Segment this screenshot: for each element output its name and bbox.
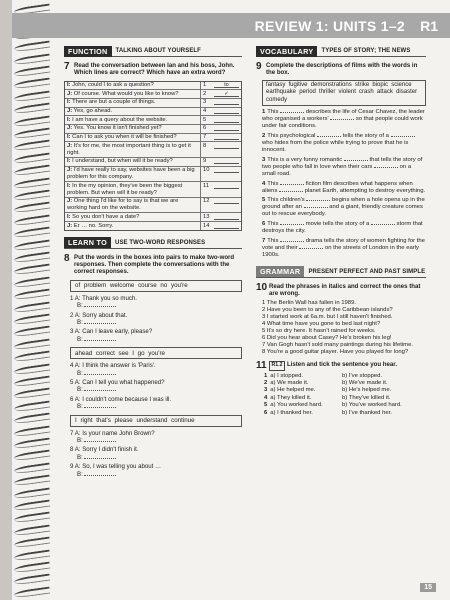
conversation-line bbox=[65, 99, 201, 107]
line-number: 1 bbox=[203, 81, 207, 88]
dialogue-b[interactable]: B: bbox=[77, 454, 242, 461]
spiral-coil bbox=[14, 177, 51, 189]
function-title: TALKING ABOUT YOURSELF bbox=[115, 48, 201, 54]
speaker: J: bbox=[67, 167, 73, 174]
answer-field[interactable] bbox=[214, 158, 239, 164]
dialogue-2 bbox=[70, 312, 242, 327]
answer-cell bbox=[201, 213, 241, 221]
option-b[interactable]: b) You've worked hard. bbox=[342, 402, 402, 409]
spiral-coil bbox=[14, 314, 51, 326]
vocabulary-word-box: fantasy fugitive demonstrations strike biopic science earthquake period thriller violent crash attack disaster comedy bbox=[262, 80, 426, 107]
grammar-title: PRESENT PERFECT AND PAST SIMPLE bbox=[308, 268, 426, 275]
option-a[interactable]: a) They killed it. bbox=[270, 394, 312, 401]
speaker: J: bbox=[67, 125, 73, 132]
conversation-row bbox=[65, 108, 241, 117]
grammar-item[interactable]: 3 I started work at 6a.m. but I still haven't finished. bbox=[262, 313, 393, 320]
exercise-instruction: Put the words in the boxes into pairs to make two-word responses. Then complete the conversations with the correct responses. bbox=[74, 253, 235, 276]
conversation-line bbox=[65, 125, 201, 133]
option-a[interactable]: a) I stopped. bbox=[270, 372, 304, 379]
left-column bbox=[64, 46, 242, 478]
conversation-line bbox=[65, 182, 201, 197]
line-number: 3 bbox=[203, 99, 207, 106]
dialogue-4 bbox=[70, 362, 242, 377]
conversation-table bbox=[64, 81, 242, 231]
spiral-coil bbox=[14, 140, 51, 152]
line-text: John, could I to ask a question? bbox=[72, 81, 154, 88]
answer-field[interactable] bbox=[214, 117, 239, 123]
speaker: J: bbox=[67, 142, 73, 149]
conversation-row bbox=[65, 222, 241, 230]
spiral-coil bbox=[14, 115, 51, 127]
vocabulary-tag: VOCABULARY bbox=[256, 46, 317, 57]
dialogue-a: 7 A: Is your name John Brown? bbox=[70, 429, 155, 437]
dialogue-a: 2 A: Sorry about that. bbox=[70, 311, 128, 319]
conversation-row bbox=[65, 134, 241, 143]
answer-field[interactable] bbox=[214, 198, 239, 204]
grammar-item[interactable]: 2 Have you been to any of the Caribbean islands? bbox=[262, 306, 393, 313]
spiral-coil bbox=[14, 202, 51, 214]
conversation-line bbox=[65, 158, 201, 166]
grammar-item[interactable]: 8 You're a good guitar player. Have you played for long? bbox=[262, 349, 409, 356]
dialogue-b[interactable]: B: bbox=[77, 302, 242, 309]
answer-field[interactable] bbox=[214, 214, 239, 220]
line-number: 14 bbox=[203, 222, 210, 229]
spiral-coil bbox=[14, 190, 51, 202]
exercise-number: 9 bbox=[256, 61, 262, 72]
dialogue-9 bbox=[70, 463, 242, 478]
line-number: 4 bbox=[203, 108, 207, 115]
conversation-line bbox=[65, 198, 201, 213]
line-number: 5 bbox=[203, 116, 207, 123]
option-a[interactable]: a) I thanked her. bbox=[270, 409, 313, 416]
spiral-coil bbox=[14, 425, 51, 437]
spiral-coil bbox=[14, 53, 51, 65]
spiral-coil bbox=[14, 574, 51, 586]
right-column bbox=[256, 46, 426, 417]
conversation-row bbox=[65, 116, 241, 125]
conversation-line bbox=[65, 213, 201, 221]
line-number: 6 bbox=[203, 125, 207, 132]
unit-code: R1 bbox=[420, 18, 438, 34]
answer-field[interactable]: to bbox=[214, 82, 239, 88]
answer-cell bbox=[201, 82, 241, 90]
spiral-coil bbox=[14, 264, 51, 276]
spiral-coil bbox=[14, 586, 51, 598]
spiral-coil bbox=[14, 388, 51, 400]
line-text: I'd have really to say, websites have been a big problem for this company. bbox=[67, 167, 195, 180]
answer-cell bbox=[201, 222, 241, 230]
learn-section-header bbox=[64, 238, 242, 249]
speaker: I: bbox=[67, 134, 71, 141]
answer-cell bbox=[201, 90, 241, 98]
listening-pair: 4 a) They killed it. b) They've killed it. bbox=[264, 394, 391, 401]
line-text: In the my opinion, they've been the biggest problem. But when will it be ready? bbox=[67, 182, 183, 196]
dialogue-7 bbox=[70, 430, 242, 445]
spiral-coil bbox=[14, 500, 51, 512]
vocabulary-section-header bbox=[256, 46, 426, 57]
spiral-coil bbox=[14, 90, 51, 102]
learn-title: USE TWO-WORD RESPONSES bbox=[115, 239, 206, 246]
dialogue-b[interactable]: B: bbox=[77, 336, 242, 343]
speaker: J: bbox=[67, 198, 73, 205]
exercise-10 bbox=[256, 283, 426, 298]
spiral-coil bbox=[14, 376, 51, 388]
spiral-coil bbox=[14, 537, 51, 549]
answer-field[interactable] bbox=[214, 167, 239, 173]
spiral-coil bbox=[14, 276, 51, 288]
dialogue-a: 1 A: Thank you so much. bbox=[70, 294, 137, 302]
answer-field[interactable] bbox=[214, 125, 239, 131]
line-number: 8 bbox=[203, 142, 207, 149]
word-box-2: ahead correct see I go you're bbox=[70, 347, 242, 359]
function-section-header bbox=[64, 46, 242, 57]
line-text: I am have a query about the website. bbox=[72, 116, 168, 123]
listening-pair: 3 a) He helped me. b) He's helped me. bbox=[264, 387, 392, 394]
exercise-7 bbox=[64, 62, 242, 77]
conversation-row bbox=[65, 182, 241, 198]
dialogue-8 bbox=[70, 446, 242, 461]
grammar-item[interactable]: 7 Van Gogh hasn't sold many paintings during his lifetime. bbox=[262, 342, 413, 349]
dialogue-b[interactable]: B: bbox=[77, 471, 242, 478]
conversation-line bbox=[65, 82, 201, 90]
option-b[interactable]: b) We've made it. bbox=[342, 380, 388, 387]
review-title: REVIEW 1: UNITS 1–2 bbox=[254, 18, 405, 34]
grammar-tag: GRAMMAR bbox=[256, 266, 304, 277]
conversation-row bbox=[65, 198, 241, 214]
answer-cell bbox=[201, 99, 241, 107]
word-box-3: I right that's please understand continue bbox=[70, 415, 242, 427]
line-number: 12 bbox=[203, 198, 210, 205]
review-header bbox=[12, 13, 450, 38]
answer-cell bbox=[201, 116, 241, 124]
speaker: I: bbox=[67, 213, 71, 220]
dialogue-6 bbox=[70, 396, 242, 411]
exercise-instruction: Listen and tick the sentence you hear. bbox=[286, 361, 398, 369]
line-text: Of course. What would you like to know? bbox=[73, 90, 179, 97]
dialogue-a: 5 A: Can I tell you what happened? bbox=[70, 378, 165, 386]
dialogue-b[interactable]: B: bbox=[77, 319, 242, 326]
spiral-coil bbox=[14, 462, 51, 474]
line-text: There are but a couple of things. bbox=[72, 99, 156, 106]
exercise-number: 8 bbox=[64, 252, 70, 264]
line-text: So you don't have a date? bbox=[72, 213, 140, 220]
spiral-coil bbox=[14, 438, 51, 450]
option-b[interactable]: b) They've killed it. bbox=[342, 394, 391, 401]
dialogue-a: 3 A: Can I leave early, please? bbox=[70, 328, 153, 336]
learn-tag: LEARN TO bbox=[64, 237, 111, 248]
conversation-row bbox=[65, 142, 241, 158]
spiral-coil bbox=[14, 363, 51, 375]
dialogue-a: 6 A: I couldn't come because I was ill. bbox=[70, 395, 172, 403]
spiral-coil bbox=[14, 66, 51, 78]
answer-cell bbox=[201, 198, 241, 213]
spiral-coil bbox=[14, 512, 51, 524]
speaker: J: bbox=[67, 108, 73, 115]
spiral-coil bbox=[14, 524, 51, 536]
spiral-coil bbox=[14, 227, 51, 239]
answer-cell bbox=[201, 125, 241, 133]
conversation-line bbox=[65, 142, 201, 157]
answer-field[interactable] bbox=[214, 108, 239, 114]
listening-pair: 2 a) We made it. b) We've made it. bbox=[264, 380, 388, 387]
spiral-coil bbox=[14, 252, 51, 264]
conversation-row bbox=[65, 213, 241, 222]
dialogue-3 bbox=[70, 328, 242, 343]
speaker: I: bbox=[67, 182, 71, 189]
conversation-row bbox=[65, 167, 241, 183]
spiral-coil bbox=[14, 152, 51, 164]
line-text: It's for me, the most important thing is to get it right. bbox=[67, 142, 191, 156]
spiral-coil bbox=[14, 413, 51, 425]
spiral-binding bbox=[12, 0, 52, 600]
option-a[interactable]: a) We made it. bbox=[270, 380, 309, 387]
film-sentence-4[interactable]: 4 This fiction film describes what happens when aliens planet Earth, attempting to destroy everything. bbox=[262, 180, 426, 194]
conversation-row bbox=[65, 158, 241, 167]
spiral-coil bbox=[14, 326, 51, 338]
line-number: 9 bbox=[203, 158, 207, 165]
film-sentence-2[interactable]: 2 This psychological tells the story of a who hides from the police while trying to prove that he is innocent. bbox=[262, 133, 426, 154]
dialogue-b[interactable]: B: bbox=[77, 370, 242, 377]
dialogue-a: 8 A: Sorry I didn't finish it. bbox=[70, 446, 139, 454]
listening-pair: 1 a) I stopped. b) I've stopped. bbox=[264, 372, 383, 379]
option-b[interactable]: b) I've thanked her. bbox=[342, 409, 392, 416]
spiral-coil bbox=[14, 289, 51, 301]
spiral-coil bbox=[14, 549, 51, 561]
spiral-coil bbox=[14, 351, 51, 363]
exercise-instruction: Complete the descriptions of films with the words in the box. bbox=[266, 62, 418, 77]
dialogue-5 bbox=[70, 379, 242, 394]
conversation-line bbox=[65, 167, 201, 182]
film-sentence-6[interactable]: 6 This movie tells the story of a storm that destroys the city. bbox=[262, 221, 423, 235]
answer-cell bbox=[201, 182, 241, 197]
line-text: Er … no. Sorry. bbox=[73, 222, 114, 229]
workbook-page bbox=[12, 0, 450, 600]
spiral-coil bbox=[14, 301, 51, 313]
exercise-11 bbox=[256, 361, 426, 370]
answer-field[interactable] bbox=[214, 223, 239, 229]
film-sentence-5[interactable]: 5 This children's begins when a hole opens up in the ground after an and a giant, friendly creature comes out to rescue everybody. bbox=[262, 197, 425, 218]
grammar-item[interactable]: 1 The Berlin Wall has fallen in 1989. bbox=[262, 299, 356, 306]
page-number: 15 bbox=[420, 583, 436, 592]
spiral-coil bbox=[14, 239, 51, 251]
spiral-coil bbox=[14, 400, 51, 412]
answer-cell bbox=[201, 108, 241, 116]
answer-cell bbox=[201, 167, 241, 182]
film-sentence-7[interactable]: 7 This drama tells the story of women fighting for the vote and their on the streets of London in the early 1900s. bbox=[262, 237, 425, 258]
line-number: 7 bbox=[203, 134, 207, 141]
spiral-coil bbox=[14, 103, 51, 115]
option-b[interactable]: b) He's helped me. bbox=[342, 387, 392, 394]
spiral-coil bbox=[14, 165, 51, 177]
film-sentence-1[interactable]: 1 This describes the life of Cesar Chavez, the leader who organised a workers' so that people could work under fair conditions. bbox=[262, 109, 425, 130]
answer-cell bbox=[201, 134, 241, 142]
audio-track-icon[interactable]: R1.2 bbox=[269, 361, 285, 370]
vocabulary-title: TYPES OF STORY; THE NEWS bbox=[321, 48, 411, 54]
exercise-8 bbox=[64, 254, 242, 276]
speaker: I: bbox=[67, 158, 71, 165]
exercise-instruction: Read the conversation between Ian and his boss, John. Which lines are correct? Which have an extra word? bbox=[74, 62, 235, 77]
answer-cell bbox=[201, 158, 241, 166]
spiral-coil bbox=[14, 128, 51, 140]
dialogue-b[interactable]: B: bbox=[77, 403, 242, 410]
spiral-coil bbox=[14, 475, 51, 487]
option-a[interactable]: a) You worked hard. bbox=[270, 402, 323, 409]
answer-field[interactable] bbox=[214, 134, 239, 140]
exercise-instruction: Read the phrases in italics and correct the ones that are wrong. bbox=[269, 282, 421, 298]
dialogue-a: 4 A: I think the answer is 'Paris'. bbox=[70, 362, 156, 370]
conversation-line bbox=[65, 90, 201, 98]
line-text: Can I to ask you when it will be finished? bbox=[72, 134, 177, 141]
line-text: I understand, but when will it be ready? bbox=[72, 158, 173, 165]
exercise-number: 7 bbox=[64, 61, 70, 72]
line-number: 10 bbox=[203, 167, 210, 174]
conversation-line bbox=[65, 108, 201, 116]
grammar-item[interactable]: 4 What time have you gone to bed last night? bbox=[262, 320, 381, 327]
line-text: Yes. You know it isn't finished yet? bbox=[73, 125, 162, 132]
line-number: 2 bbox=[203, 90, 207, 97]
grammar-item[interactable]: 5 It's so dry here. It hasn't rained for weeks. bbox=[262, 327, 376, 334]
answer-field[interactable]: ✓ bbox=[214, 91, 239, 97]
speaker: I: bbox=[67, 116, 71, 123]
word-box-1: of problem welcome course no you're bbox=[70, 280, 242, 292]
exercise-9 bbox=[256, 62, 426, 77]
line-number: 13 bbox=[203, 213, 210, 220]
conversation-row bbox=[65, 99, 241, 108]
speaker: I: bbox=[67, 81, 71, 88]
spiral-coil bbox=[14, 78, 51, 90]
spiral-coil bbox=[14, 487, 51, 499]
conversation-row bbox=[65, 125, 241, 134]
dialogue-b[interactable]: B: bbox=[77, 386, 242, 393]
spiral-coil bbox=[14, 41, 51, 53]
conversation-line bbox=[65, 134, 201, 142]
grammar-item[interactable]: 6 Did you hear about Casey? He's broken his leg! bbox=[262, 335, 392, 342]
dialogue-a: 9 A: So, I was telling you about … bbox=[70, 463, 162, 471]
spiral-coil bbox=[14, 562, 51, 574]
speaker: I: bbox=[67, 99, 71, 106]
exercise-number: 10 bbox=[256, 281, 268, 293]
listening-pair: 5 a) You worked hard. b) You've worked hard. bbox=[264, 402, 402, 409]
grammar-items bbox=[256, 300, 426, 357]
grammar-section-header bbox=[256, 267, 426, 278]
dialogue-1 bbox=[70, 295, 242, 310]
conversation-line bbox=[65, 116, 201, 124]
option-a[interactable]: a) He helped me. bbox=[270, 387, 316, 394]
line-number: 11 bbox=[203, 182, 210, 189]
listening-pair: 6 a) I thanked her. b) I've thanked her. bbox=[264, 409, 392, 416]
listening-pairs bbox=[256, 373, 426, 417]
option-b[interactable]: b) I've stopped. bbox=[342, 372, 383, 379]
speaker: J: bbox=[67, 222, 73, 229]
answer-field[interactable] bbox=[214, 143, 239, 149]
spiral-coil bbox=[14, 450, 51, 462]
answer-field[interactable] bbox=[214, 99, 239, 105]
conversation-line bbox=[65, 222, 201, 230]
conversation-row bbox=[65, 82, 241, 91]
spiral-coil bbox=[14, 214, 51, 226]
line-text: One thing I'd like for to say is that we are working hard on the website. bbox=[67, 198, 179, 212]
film-sentence-3[interactable]: 3 This is a very funny romantic that tells the story of two people who fall in love when their cars on a small road. bbox=[262, 156, 423, 177]
line-text: Yes, go ahead. bbox=[73, 108, 113, 115]
dialogue-b[interactable]: B: bbox=[77, 437, 242, 444]
answer-cell bbox=[201, 142, 241, 157]
exercise-number: 11 bbox=[256, 360, 267, 372]
speaker: J: bbox=[67, 90, 73, 97]
function-tag: FUNCTION bbox=[64, 46, 112, 57]
conversation-row bbox=[65, 90, 241, 99]
answer-field[interactable] bbox=[214, 183, 239, 189]
spiral-coil bbox=[14, 338, 51, 350]
